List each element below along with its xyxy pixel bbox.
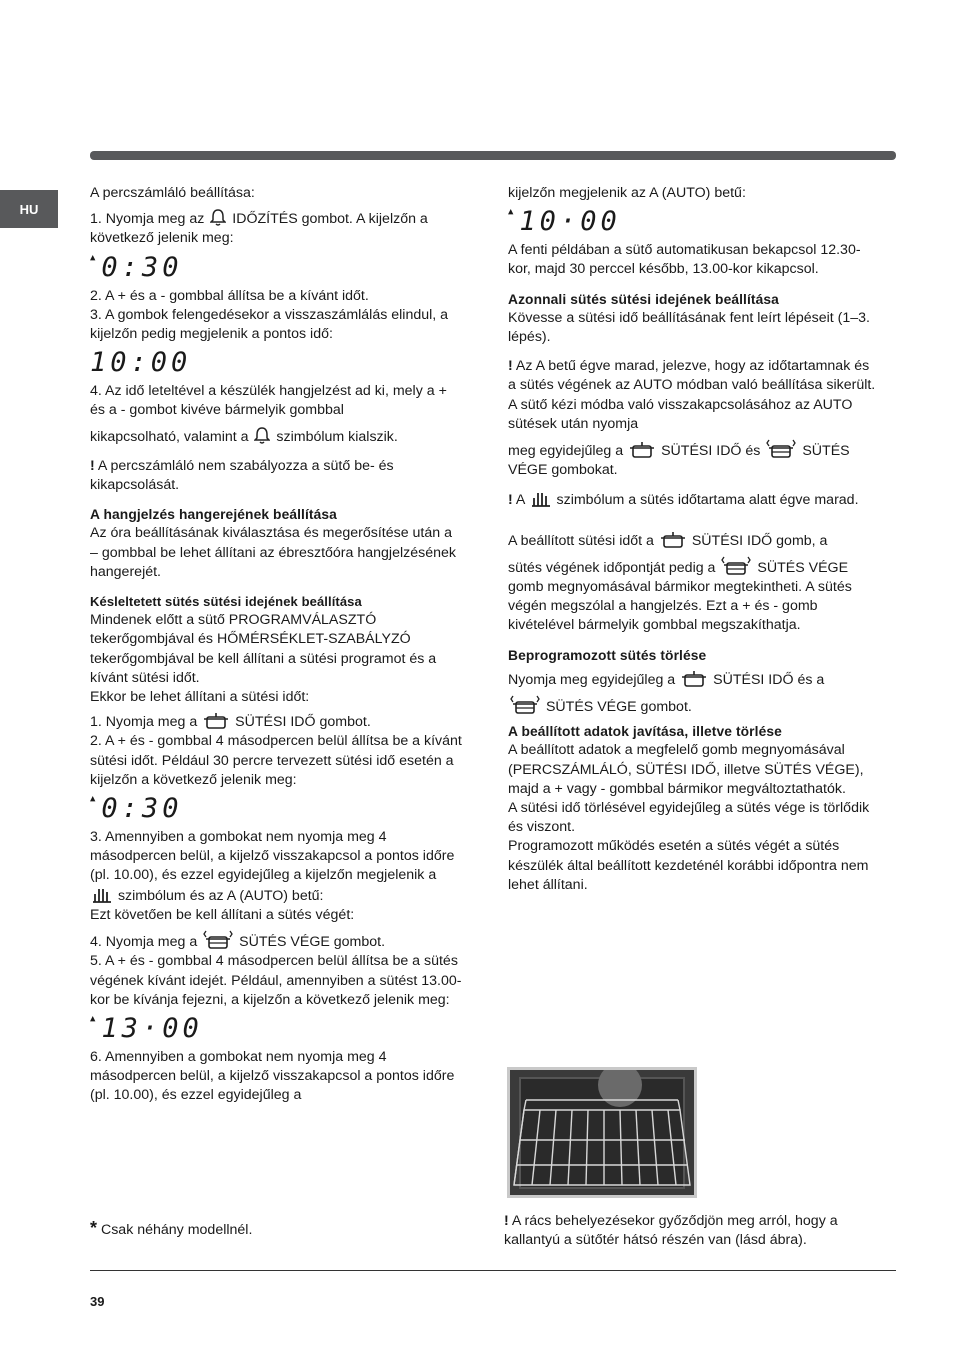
paragraph: Ekkor be lehet állítani a sütési időt:	[90, 689, 310, 706]
paragraph: sütés végének időpontját pedig a SÜTÉS VÉGE gomb megnyomásával bármikor megtekintheti. A sütés végén megszólal a hangjelzés. Ezt a + és - gomb kivételével bármelyik gombbal megszakíthatja.	[508, 556, 880, 636]
warning-note: ! Az A betű égve marad, jelezve, hogy az időtartamnak és a sütés végének az AUTO módban való beállítása sikerült. A sütő kézi módba való visszakapcsolásához az AUTO sütések után nyomja	[508, 358, 876, 432]
paragraph: 1. Nyomja meg az IDŐZÍTÉS gombot. A kijelzőn a következő jelenik meg:	[90, 208, 462, 248]
auto-hand-icon	[92, 886, 112, 904]
paragraph: 5. A + és - gombbal 4 másodpercen belül állítsa be a sütés végének kívánt idejét. Például, amennyiben a sütést 13.00-kor be kívánja fejezni, a kijelzőn a következő jelenik meg:	[90, 953, 462, 1008]
paragraph: Az óra beállításának kiválasztása és megerősítése után a – gombbal be lehet állítani az ébresztőóra hangjelzésének hangerejét.	[90, 525, 456, 580]
paragraph: 4. Nyomja meg a SÜTÉS VÉGE gombot.	[90, 930, 462, 952]
paragraph: 2. A + és a - gombbal állítsa be a kívánt időt.	[90, 287, 369, 304]
pot-end-icon	[510, 695, 540, 715]
paragraph: 3. A gombok felengedésekor a visszaszámlálás elindul, a kijelzőn pedig megjelenik a pontos idő:	[90, 306, 449, 343]
photo-caption-warning: ! A rács behelyezésekor győződjön meg arról, hogy a kallantyú a sütőtér hátsó részén van (lásd ábra).	[504, 1213, 838, 1249]
paragraph: A percszámláló beállítása:	[90, 185, 255, 201]
paragraph: 3. Amennyiben a gombokat nem nyomja meg 4 másodpercen belül, a kijelző visszakapcsol a pontos időre (pl. 10.00), és ezzel egyidejűleg a kijelzőn megjelenik a szimbólum és az A (AUTO) betű:	[90, 829, 455, 904]
pot-icon	[681, 670, 707, 688]
paragraph: meg egyidejűleg a SÜTÉSI IDŐ és SÜTÉS VÉGE gombokat.	[508, 439, 880, 480]
header-bar	[90, 151, 896, 160]
section-heading: Beprogramozott sütés törlése	[508, 647, 707, 663]
paragraph: 6. Amennyiben a gombokat nem nyomja meg 4 másodpercen belül, a kijelző visszakapcsol a pontos időre (pl. 10.00), és ezzel egyidejűleg a	[90, 1048, 455, 1104]
warning-note: ! A percszámláló nem szabályozza a sütő be- és kikapcsolását.	[90, 457, 394, 494]
footer-rule	[90, 1270, 896, 1271]
left-column	[90, 184, 462, 1106]
paragraph: 4. Az idő leteltével a készülék hangjelzést ad ki, mely a + és a - gombot kivéve bármelyik gombbal	[90, 383, 447, 419]
pot-icon	[203, 712, 229, 730]
paragraph: 1. Nyomja meg a SÜTÉSI IDŐ gombot.	[90, 714, 371, 731]
section-heading: Késleltetett sütés sütési idejének beállítása	[90, 594, 362, 610]
section-heading: Azonnali sütés sütési idejének beállítása	[508, 291, 779, 307]
paragraph: A fenti példában a sütő automatikusan bekapcsol 12.30-kor, majd 30 perccel később, 13.00-kor kikapcsol.	[508, 242, 861, 278]
paragraph: kijelzőn megjelenik az A (AUTO) betű:	[508, 185, 746, 201]
pot-end-icon	[766, 439, 796, 459]
page-number: 39	[90, 1294, 105, 1309]
display-readout: ▲ 0:30	[90, 793, 183, 825]
paragraph: Programozott működés esetén a sütés végét a sütés készülék által beállított kezdeténél korábbi időpontra nem lehet állítani.	[508, 838, 869, 893]
display-readout: ▲ 0:30	[90, 251, 183, 283]
oven-rack-photo	[507, 1067, 697, 1198]
pot-icon	[629, 441, 655, 459]
warning-note: ! A szimbólum a sütés időtartama alatt égve marad.	[508, 492, 859, 509]
paragraph: 2. A + és - gombbal 4 másodpercen belül állítsa be a kívánt sütési időt. Például 30 percre tervezett sütési idő esetén a kijelzőn a következő jelenik meg:	[90, 733, 462, 788]
pot-end-icon	[203, 930, 233, 950]
paragraph: A sütési idő törlésével egyidejűleg a sütés vége is törlődik és viszont.	[508, 800, 870, 836]
pot-end-icon	[721, 556, 751, 576]
right-column	[508, 184, 880, 895]
pot-icon	[660, 531, 686, 549]
paragraph: A beállított adatok a megfelelő gomb megnyomásával (PERCSZÁMLÁLÓ, SÜTÉSI IDŐ, illetve SÜTÉS VÉGE), majd a + vagy - gombbal bármikor megváltoztathatók.	[508, 742, 864, 797]
paragraph: SÜTÉS VÉGE gombot.	[508, 695, 880, 717]
paragraph: A beállított sütési időt a SÜTÉSI IDŐ gomb, a	[508, 532, 828, 549]
bell-icon	[254, 426, 270, 445]
display-readout: ▲ 10·00	[508, 206, 621, 238]
paragraph: kikapcsolható, valamint a szimbólum kialszik.	[90, 426, 462, 447]
section-heading: A hangjelzés hangerejének beállítása	[90, 507, 337, 523]
auto-hand-icon	[531, 490, 551, 508]
footnote: * Csak néhány modellnél.	[90, 1218, 253, 1238]
display-readout: ▲ 13·00	[90, 1012, 203, 1044]
paragraph: Ezt követően be kell állítani a sütés végét:	[90, 906, 355, 923]
section-heading: A beállított adatok javítása, illetve törlése	[508, 724, 782, 740]
paragraph: Nyomja meg egyidejűleg a SÜTÉSI IDŐ és a	[508, 671, 825, 688]
display-readout: 10:00	[90, 347, 192, 379]
bell-icon	[210, 208, 226, 227]
paragraph: Kövesse a sütési idő beállításának fent leírt lépéseit (1–3. lépés).	[508, 309, 870, 346]
language-tab: HU	[0, 190, 58, 228]
paragraph: Mindenek előtt a sütő PROGRAMVÁLASZTÓ tekerőgombjával és HŐMÉRSÉKLET-SZABÁLYZÓ tekerőgombjával be kell állítani a sütési programot és a kívánt sütési időt.	[90, 612, 437, 686]
